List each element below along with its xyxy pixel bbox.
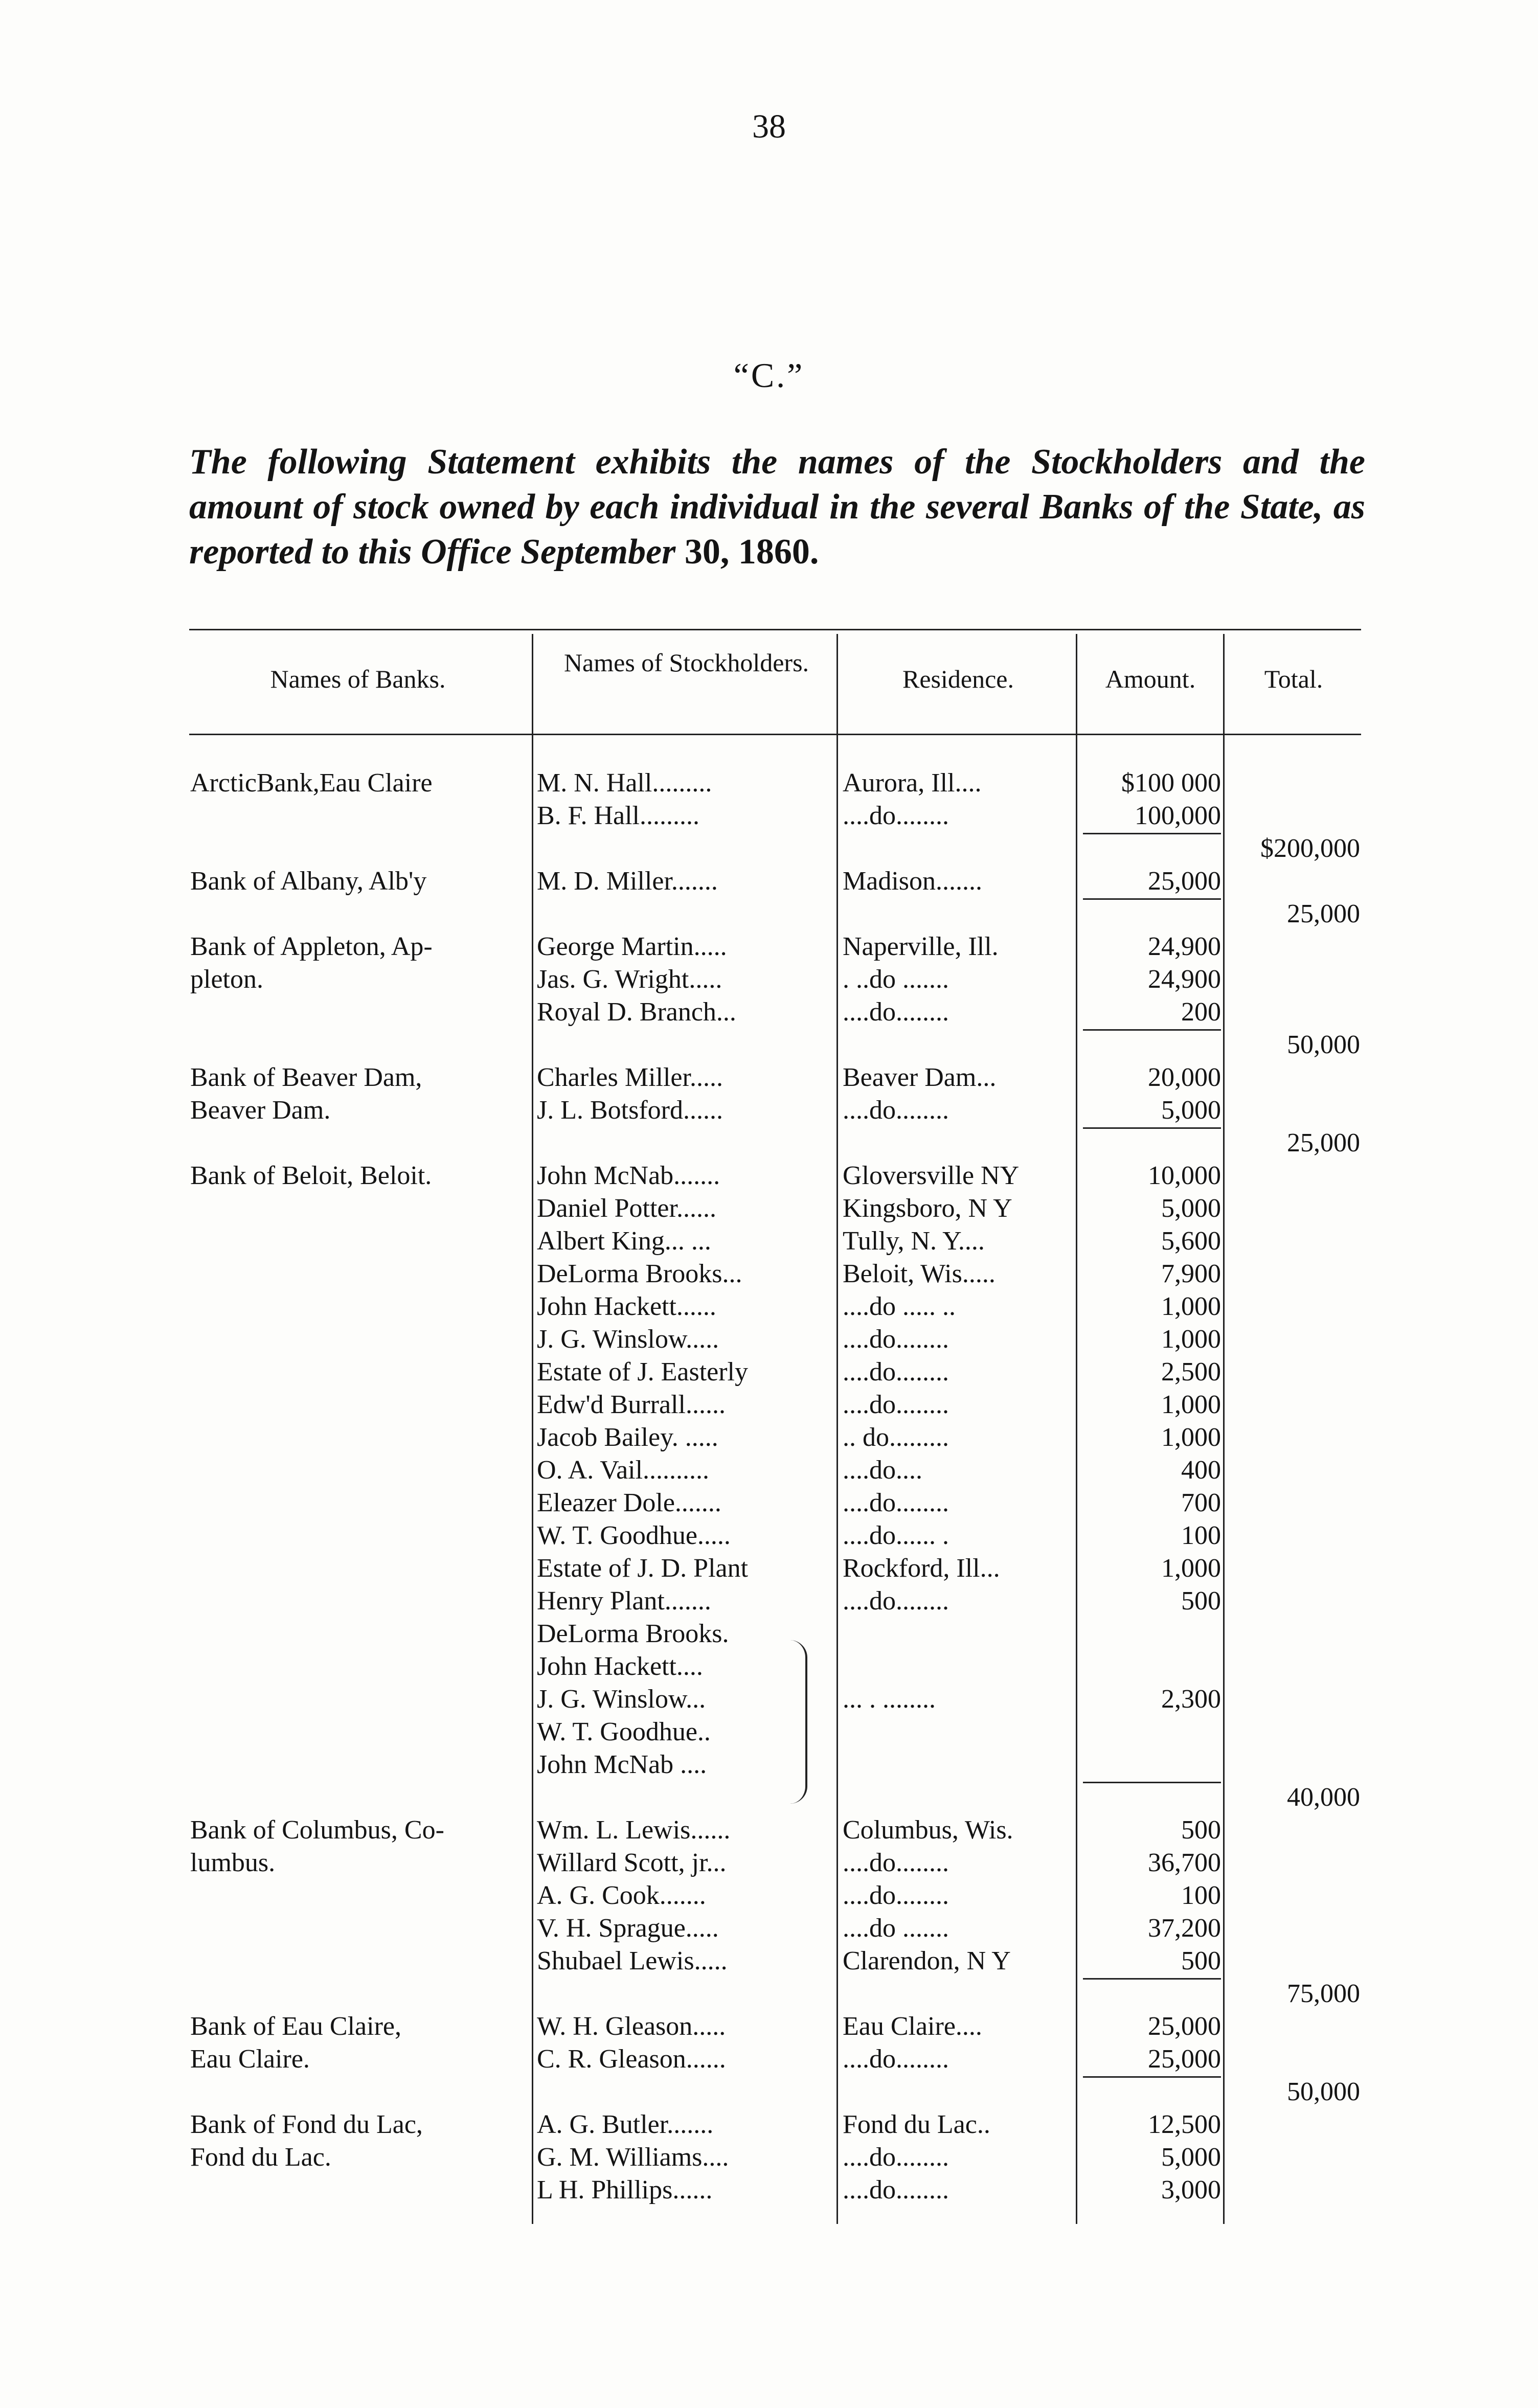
bank-name: Bank of Appleton, Ap- [190,932,433,961]
residence: Beloit, Wis..... [843,1259,996,1288]
amount: 200 [1181,997,1221,1027]
table-row [0,1160,1538,1192]
table-row [0,996,1538,1029]
stockholder-name: Edw'd Burrall...... [537,1390,726,1419]
residence: ....do........ [843,2143,949,2172]
residence: ....do........ [843,997,949,1027]
amount: 24,900 [1148,932,1221,961]
residence: Beaver Dam... [843,1063,997,1092]
stockholder-name: Eleazer Dole....... [537,1488,721,1517]
residence: ....do........ [843,1096,949,1125]
stockholder-name: M. D. Miller....... [537,867,718,896]
residence: ....do.... [843,1456,922,1485]
residence: ....do........ [843,2044,949,2074]
amount: 5,000 [1161,1194,1221,1223]
amount: 1,000 [1161,1292,1221,1321]
amount: 12,500 [1148,2110,1221,2139]
stockholder-name: Albert King... ... [537,1226,711,1256]
col-head-banks: Names of Banks. [270,665,446,693]
table-row [0,930,1538,963]
stockholder-name: Henry Plant....... [537,1586,711,1616]
stockholder-name: John McNab .... [537,1750,707,1779]
residence: Kingsboro, N Y [843,1194,1012,1223]
table-row [0,865,1538,898]
stockholder-name: A. G. Cook....... [537,1881,706,1910]
residence: ....do ....... [843,1914,949,1943]
residence: Eau Claire.... [843,2012,982,2041]
subtotal-rule [1083,1782,1221,1783]
amount: 25,000 [1148,2044,1221,2074]
total: 25,000 [1287,899,1360,928]
residence: Aurora, Ill.... [843,768,982,798]
residence: ....do........ [843,1390,949,1419]
amount: 700 [1181,1488,1221,1517]
table-row [0,898,1538,930]
residence: ....do........ [843,1488,949,1517]
stockholder-name: Wm. L. Lewis...... [537,1815,731,1845]
bank-name: Beaver Dam. [190,1096,331,1125]
residence: Gloversville NY [843,1161,1020,1190]
total: $200,000 [1260,834,1360,863]
table-row [0,767,1538,800]
bank-name: Fond du Lac. [190,2143,331,2172]
bank-name: Eau Claire. [190,2044,310,2074]
amount: 5,000 [1161,2143,1221,2172]
residence: Columbus, Wis. [843,1815,1013,1845]
stockholder-name: Shubael Lewis..... [537,1946,728,1975]
amount: 2,300 [1161,1685,1221,1714]
amount: 2,500 [1161,1357,1221,1387]
table-top-rule [189,629,1361,630]
amount: 1,000 [1161,1423,1221,1452]
stockholder-name: B. F. Hall......... [537,801,699,830]
stockholder-name: J. G. Winslow..... [537,1325,719,1354]
subtotal-rule [1083,1029,1221,1031]
subtotal-rule [1083,1127,1221,1129]
stockholder-name: John McNab....... [537,1161,720,1190]
bank-name: pleton. [190,965,263,994]
stockholder-name: DeLorma Brooks... [537,1259,742,1288]
residence: Naperville, Ill. [843,932,999,961]
table-row [0,1748,1538,1781]
table-row [0,1683,1538,1716]
table-row [0,1356,1538,1389]
amount: 7,900 [1161,1259,1221,1288]
table-row [0,1847,1538,1879]
stockholder-name: Jacob Bailey. ..... [537,1423,718,1452]
total: 50,000 [1287,1030,1360,1059]
table-row [0,1487,1538,1519]
amount: $100 000 [1121,768,1221,798]
stockholder-name: Jas. G. Wright..... [537,965,722,994]
table-row [0,1585,1538,1618]
table-row [0,1127,1538,1160]
amount: 5,600 [1161,1226,1221,1256]
table-row [0,1814,1538,1847]
residence: ....do........ [843,2175,949,2205]
stockholder-name: W. T. Goodhue..... [537,1521,731,1550]
stockholder-name: John Hackett.... [537,1652,703,1681]
residence: Rockford, Ill... [843,1554,1000,1583]
amount: 1,000 [1161,1325,1221,1354]
table-row [0,963,1538,996]
amount: 100 [1181,1881,1221,1910]
total: 25,000 [1287,1128,1360,1157]
amount: 5,000 [1161,1096,1221,1125]
table-row [0,1454,1538,1487]
bank-name: Bank of Beloit, Beloit. [190,1161,432,1190]
residence: ....do........ [843,1325,949,1354]
subtotal-rule [1083,833,1221,834]
table-row [0,1781,1538,1814]
residence: ....do ..... .. [843,1292,956,1321]
stockholder-name: Charles Miller..... [537,1063,723,1092]
stockholder-name: Royal D. Branch... [537,997,736,1027]
stockholder-name: Willard Scott, jr... [537,1848,727,1877]
amount: 25,000 [1148,867,1221,896]
stockholder-name: L H. Phillips...... [537,2175,713,2205]
residence: Fond du Lac.. [843,2110,990,2139]
table-row [0,1192,1538,1225]
bank-name: Bank of Fond du Lac, [190,2110,423,2139]
amount: 25,000 [1148,2012,1221,2041]
page-number: 38 [752,108,786,145]
bank-name: Bank of Albany, Alb'y [190,867,427,896]
table-row [0,2043,1538,2076]
stockholder-name: M. N. Hall......... [537,768,712,798]
table-row [0,1552,1538,1585]
table-row [0,1323,1538,1356]
table-row [0,1389,1538,1421]
amount: 400 [1181,1456,1221,1485]
section-letter: “C.” [733,356,805,395]
residence: ....do........ [843,1848,949,1877]
amount: 1,000 [1161,1390,1221,1419]
total: 50,000 [1287,2077,1360,2106]
residence: Madison....... [843,867,982,896]
stockholder-name: W. H. Gleason..... [537,2012,726,2041]
amount: 100 [1181,1521,1221,1550]
stockholder-name: Daniel Potter...... [537,1194,716,1223]
residence: Tully, N. Y.... [843,1226,985,1256]
amount: 20,000 [1148,1063,1221,1092]
amount: 37,200 [1148,1914,1221,1943]
amount: 24,900 [1148,965,1221,994]
table-row [0,1716,1538,1748]
table-row [0,1258,1538,1290]
amount: 10,000 [1148,1161,1221,1190]
subtotal-rule [1083,1978,1221,1980]
heading-date: 30, 1860. [684,532,819,572]
table-row [0,1650,1538,1683]
heading-text: The following Statement exhibits the names of the Stockholders and the amount of stock owned by each individual in the several Banks of the State, as reported to this Office September [189,442,1365,572]
table-row [0,2141,1538,2174]
amount: 500 [1181,1946,1221,1975]
stockholder-name: Estate of J. Easterly [537,1357,748,1387]
table-row [0,1290,1538,1323]
table-row [0,832,1538,865]
table-row [0,2076,1538,2108]
table-row [0,1618,1538,1650]
bank-name: Bank of Columbus, Co- [190,1815,444,1845]
col-head-holders: Names of Stockholders. [563,648,809,677]
table-row [0,1061,1538,1094]
stockholder-name: George Martin..... [537,932,727,961]
residence: ....do........ [843,1881,949,1910]
table-row [0,1912,1538,1945]
table-row [0,1978,1538,2010]
residence: ....do........ [843,1586,949,1616]
residence: ....do........ [843,1357,949,1387]
amount: 1,000 [1161,1554,1221,1583]
bank-name: Bank of Beaver Dam, [190,1063,422,1092]
table-row [0,1945,1538,1978]
col-head-residence: Residence. [902,665,1014,693]
stockholder-name: Estate of J. D. Plant [537,1554,749,1583]
col-head-amount: Amount. [1105,665,1196,693]
joint-holders-brace [790,1640,807,1804]
stockholder-name: W. T. Goodhue.. [537,1717,711,1746]
stockholder-name: J. G. Winslow... [537,1685,706,1714]
bank-name: Bank of Eau Claire, [190,2012,401,2041]
total: 40,000 [1287,1783,1360,1812]
amount: 3,000 [1161,2175,1221,2205]
table-row [0,2010,1538,2043]
table-row [0,1421,1538,1454]
header-bottom-rule [189,734,1361,735]
residence: Clarendon, N Y [843,1946,1011,1975]
bank-name: ArcticBank,Eau Claire [190,768,433,798]
stockholder-name: G. M. Williams.... [537,2143,729,2172]
subtotal-rule [1083,2076,1221,2078]
table-row [0,1029,1538,1061]
table-row [0,2108,1538,2141]
amount: 100,000 [1135,801,1221,830]
residence: ....do........ [843,801,949,830]
stockholder-name: O. A. Vail.......... [537,1456,710,1485]
statement-heading [189,440,1365,575]
stockholder-name: John Hackett...... [537,1292,716,1321]
stockholder-name: V. H. Sprague..... [537,1914,719,1943]
amount: 500 [1181,1815,1221,1845]
bank-name: lumbus. [190,1848,276,1877]
stockholder-name: DeLorma Brooks. [537,1619,729,1648]
residence: . ..do ....... [843,965,949,994]
stockholder-name: J. L. Botsford...... [537,1096,723,1125]
subtotal-rule [1083,898,1221,900]
residence: .. do......... [843,1423,949,1452]
table-row [0,1094,1538,1127]
amount: 500 [1181,1586,1221,1616]
amount: 36,700 [1148,1848,1221,1877]
stockholder-name: A. G. Butler....... [537,2110,714,2139]
residence: ... . ........ [843,1685,936,1714]
residence: ....do...... . [843,1521,949,1550]
table-row [0,1519,1538,1552]
table-row [0,1879,1538,1912]
table-row [0,2174,1538,2207]
col-head-total: Total. [1264,665,1323,693]
table-row [0,1225,1538,1258]
stockholder-name: C. R. Gleason...... [537,2044,726,2074]
table-row [0,800,1538,832]
total: 75,000 [1287,1979,1360,2008]
